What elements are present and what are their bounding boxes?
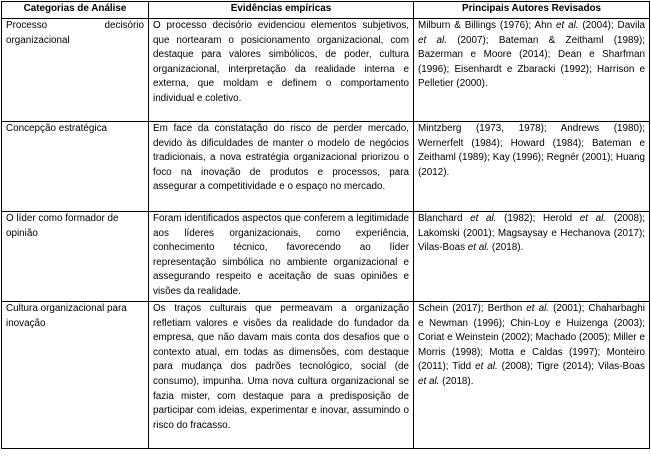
header-authors: Principais Autores Revisados — [414, 2, 650, 19]
table-row — [2, 19, 650, 122]
evidence-cell: Foram identificados aspectos que conferem a legitimidade aos líderes organizacionais, como experiência, conhecimento técnico, favorecendo ao líder representação simbólica no ambiente organizacional e assegurando respeito e aceitação de suas opiniões e visões da realidade. — [149, 212, 414, 302]
evidence-cell: Em face da constatação do risco de perder mercado, devido às dificuldades de manter o modelo de negócios tradicionais, a nova estratégia organizacional priorizou o foco na inovação de produtos e processos, para assegurar a competitividade e o espaço no mercado. — [149, 122, 414, 212]
category-cell: Processo decisório organizacional — [2, 19, 149, 122]
table-row — [2, 212, 650, 302]
authors-cell: Blanchard et al. (1982); Herold et al. (2008); Lakomski (2001); Magsaysay e Hechanova (2017); Vilas-Boas et al. (2018). — [414, 212, 650, 302]
category-cell: Concepção estratégica — [2, 122, 149, 212]
authors-cell: Schein (2017); Berthon et al. (2001); Chaharbaghi e Newman (1996); Chin-Loy e Huizenga (2003); Coriat e Weinstein (2002); Machado (2005); Miller e Morris (1998); Motta e Caldas (1997); Monteiro (2011); Tidd et al. (2008); Tigre (2014); Vilas-Boas et al. (2018). — [414, 302, 650, 449]
header-row — [2, 2, 650, 19]
analysis-table — [1, 1, 650, 449]
authors-cell: Mintzberg (1973, 1978); Andrews (1980); Wernerfelt (1984); Howard (1984); Bateman e Zeithaml (1989); Kay (1996); Regnér (2001); Huang (2012). — [414, 122, 650, 212]
table-row — [2, 122, 650, 212]
evidence-cell: Os traços culturais que permeavam a organização refletiam valores e visões da realidade do fundador da empresa, que não davam mais conta dos desafios que o contexto atual, em todas as dimensões, com destaque para mudança dos padrões tecnológico, social (de consumo), impunha. Uma nova cultura organizacional se fazia mister, com destaque para a predisposição de participar com ideias, experimentar e inovar, assumindo o risco do fracasso. — [149, 302, 414, 449]
table-row — [2, 302, 650, 449]
category-cell: O líder como formador de opinião — [2, 212, 149, 302]
evidence-cell: O processo decisório evidenciou elementos subjetivos, que nortearam o posicionamento organizacional, com destaque para valores simbólicos, de poder, cultura organizacional, interpretação da realidade interna e externa, que moldam e definem o comportamento individual e coletivo. — [149, 19, 414, 122]
category-cell: Cultura organizacional para inovação — [2, 302, 149, 449]
authors-cell: Milburn & Billings (1976); Ahn et al. (2004); Davila et al. (2007); Bateman & Zeithaml (1989); Bazerman e Moore (2014); Dean e Sharfman (1996); Eisenhardt e Zbaracki (1992); Harrison e Pelletier (2000). — [414, 19, 650, 122]
header-evidence: Evidências empíricas — [149, 2, 414, 19]
header-categories: Categorias de Análise — [2, 2, 149, 19]
